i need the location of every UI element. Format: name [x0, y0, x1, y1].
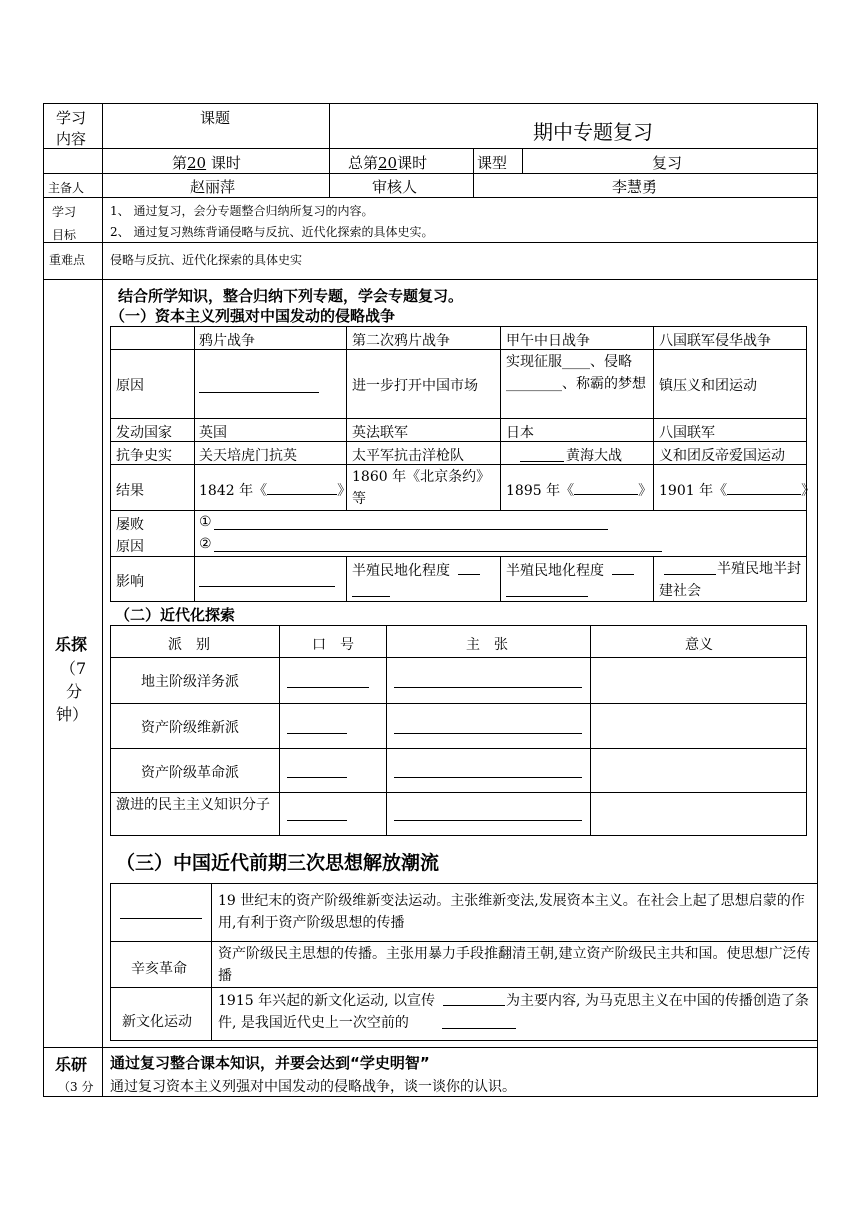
blank-line[interactable] — [287, 777, 347, 778]
preparer-name: 赵丽萍 — [190, 178, 236, 196]
study-content-label: 学习 — [56, 109, 87, 127]
thought-row-3a: 1915 年兴起的新文化运动, 以宣传 — [218, 993, 435, 1009]
faction-4: 激进的民主主义知识分子 — [116, 797, 270, 813]
topic-label: 课题 — [200, 109, 231, 127]
result-4: 1901 年《 》 — [659, 483, 816, 499]
result-label: 结果 — [116, 483, 144, 499]
resist-3: 黄海大战 — [566, 448, 622, 464]
resist-label: 抗争史实 — [116, 448, 172, 464]
blank-line[interactable] — [214, 551, 662, 552]
country-3: 日本 — [506, 425, 534, 441]
blank-line[interactable] — [214, 529, 608, 530]
section-1-title: （一）资本主义列强对中国发动的侵略战争 — [110, 307, 396, 325]
divider — [110, 883, 111, 1041]
blank-line[interactable] — [287, 820, 347, 821]
blank-line[interactable] — [199, 586, 335, 587]
resist-1: 关天培虎门抗英 — [199, 448, 297, 464]
leyan-label: 乐研 — [55, 1055, 88, 1074]
divider — [346, 556, 347, 602]
divider — [110, 556, 807, 557]
divider — [110, 657, 807, 658]
country-1: 英国 — [199, 425, 227, 441]
explore-header-1: 派 别 — [168, 637, 210, 653]
divider — [110, 748, 807, 749]
lete-label: 乐探 — [55, 635, 88, 654]
divider — [500, 556, 501, 602]
country-label: 发动国家 — [116, 425, 172, 441]
lesson-text: 第20 课时 — [172, 154, 241, 172]
reviewer-label: 审核人 — [372, 178, 418, 196]
type-value: 复习 — [652, 154, 683, 172]
leyan-title: 通过复习整合课本知识，并要会达到“学史明智” — [110, 1054, 430, 1072]
page-title: 期中专题复习 — [533, 120, 653, 144]
blank-line[interactable] — [394, 777, 582, 778]
blank-line[interactable] — [120, 918, 202, 919]
resist-4: 义和团反帝爱国运动 — [659, 448, 785, 464]
thought-row-2-label: 辛亥革命 — [131, 961, 187, 977]
blank-line[interactable] — [287, 733, 347, 734]
impact-3: 半殖民地化程度 — [506, 563, 604, 579]
type-label: 课型 — [477, 154, 508, 172]
section-3-title: （三）中国近代前期三次思想解放潮流 — [116, 852, 440, 874]
goal-1: 1、 通过复习，会分专题整合归纳所复习的内容。 — [110, 204, 374, 218]
divider — [110, 792, 807, 793]
thought-row-2: 资产阶级民主思想的传播。主张用暴力手段推翻清王朝,建立资产阶级民主共和国。使思想广泛传播 — [218, 946, 811, 984]
resist-2: 太平军抗击洋枪队 — [352, 448, 464, 464]
result-1: 1842 年《 》 — [199, 483, 352, 499]
lete-label-2: （7 — [60, 659, 87, 678]
col-header-2: 第二次鸦片战争 — [352, 333, 450, 349]
divider — [110, 987, 818, 988]
thought-row-3b: 为主要内容, 为马克思主义在中国的传播创造了条件, 是我国近代史上一次空前的 — [218, 993, 809, 1031]
preparer-label: 主备人 — [48, 181, 85, 195]
blank-line[interactable] — [506, 596, 588, 597]
divider — [110, 883, 818, 884]
blank-line[interactable] — [612, 574, 634, 575]
lete-label-3: 分 — [66, 682, 83, 701]
divider — [110, 1040, 818, 1041]
reviewer-name: 李慧勇 — [612, 178, 658, 196]
blank-line[interactable] — [458, 574, 480, 575]
thought-row-3-label: 新文化运动 — [122, 1014, 192, 1030]
impact-label: 影响 — [116, 574, 144, 590]
divider — [110, 703, 807, 704]
lete-intro: 结合所学知识，整合归纳下列专题，学会专题复习。 — [118, 287, 464, 305]
blank-line[interactable] — [394, 733, 582, 734]
divider — [279, 625, 280, 836]
blank-line[interactable] — [520, 461, 564, 462]
defeat-label-2: 原因 — [116, 539, 144, 555]
defeat-label: 屡败 — [116, 517, 144, 533]
divider — [590, 625, 591, 836]
goals-label-2: 目标 — [52, 228, 77, 242]
blank-line[interactable] — [199, 392, 319, 393]
col-header-4: 八国联军侵华战争 — [659, 333, 771, 349]
divider — [110, 418, 807, 419]
cause-label: 原因 — [116, 378, 144, 394]
impact-4: 半殖民地半封建社会 — [659, 561, 801, 599]
explore-header-4: 意义 — [685, 637, 713, 653]
thought-row-1: 19 世纪末的资产阶级维新变法运动。主张维新变法,发展资本主义。在社会上起了思想启蒙的作用,有利于资产阶级思想的传播 — [218, 893, 805, 931]
blank-line[interactable] — [442, 1028, 516, 1029]
faction-1: 地主阶级洋务派 — [141, 674, 239, 690]
faction-2: 资产阶级维新派 — [141, 720, 239, 736]
cause-4: 镇压义和团运动 — [659, 378, 757, 394]
lete-label-4: 钟） — [56, 705, 89, 724]
blank-line[interactable] — [352, 596, 390, 597]
country-2: 英法联军 — [352, 425, 408, 441]
divider — [110, 510, 807, 511]
explore-header-3: 主 张 — [466, 637, 508, 653]
blank-line[interactable] — [394, 687, 582, 688]
divider — [653, 326, 654, 510]
impact-2: 半殖民地化程度 — [352, 563, 450, 579]
leyan-text: 通过复习资本主义列强对中国发动的侵略战争，谈一谈你的认识。 — [110, 1079, 516, 1095]
col-header-1: 鸦片战争 — [199, 333, 255, 349]
goals-label: 学习 — [52, 205, 77, 219]
result-3: 1895 年《 》 — [506, 483, 653, 499]
goal-2: 2、 通过复习熟练背诵侵略与反抗、近代化探索的具体史实。 — [110, 225, 434, 239]
key-label: 重难点 — [49, 253, 86, 267]
country-4: 八国联军 — [659, 425, 715, 441]
faction-3: 资产阶级革命派 — [141, 765, 239, 781]
blank-line[interactable] — [394, 820, 582, 821]
total-text: 总第20课时 — [348, 154, 428, 172]
section-2-title: （二）近代化探索 — [115, 606, 236, 624]
result-2: 1860 年《北京条约》等 — [352, 469, 491, 507]
blank-cell — [43, 148, 103, 174]
defeat-mark-2: ② — [199, 536, 212, 552]
divider — [110, 941, 818, 942]
explore-header-2: 口 号 — [312, 637, 354, 653]
divider — [653, 556, 654, 602]
divider — [194, 326, 195, 602]
leyan-label-2: （3 分 — [58, 1080, 94, 1094]
divider — [500, 326, 501, 510]
key-value: 侵略与反抗、近代化探索的具体史实 — [110, 253, 303, 267]
cause-3: 实现征服____、侵略________、称霸的梦想 — [506, 354, 646, 392]
cause-2: 进一步打开中国市场 — [352, 378, 478, 394]
blank-line[interactable] — [287, 687, 369, 688]
divider — [386, 625, 387, 836]
col-header-3: 甲午中日战争 — [506, 333, 590, 349]
divider — [211, 883, 212, 1041]
study-content-label-2: 内容 — [56, 130, 87, 148]
defeat-mark-1: ① — [199, 514, 212, 530]
